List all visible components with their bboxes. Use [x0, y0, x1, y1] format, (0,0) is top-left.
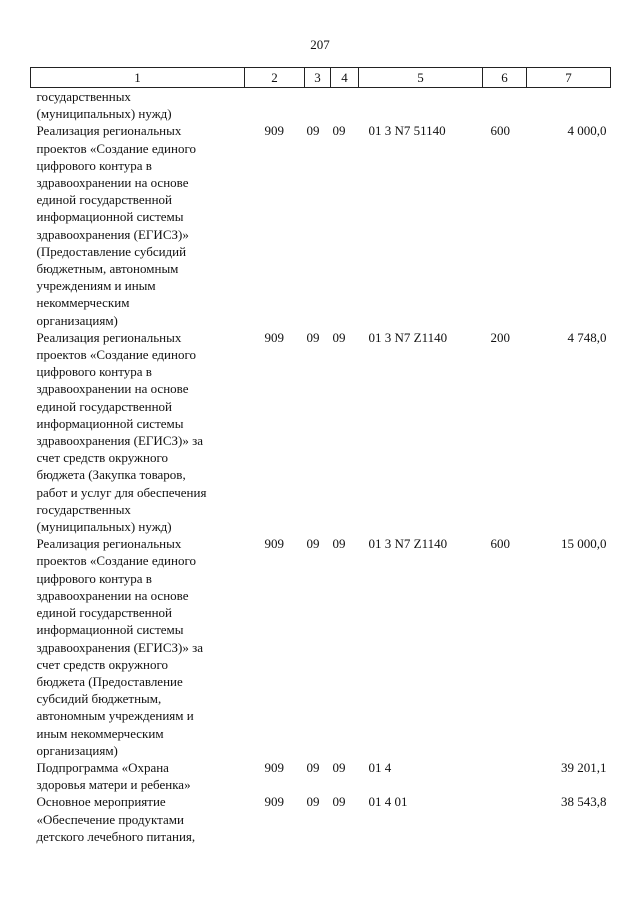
cell-subsection: 09: [332, 329, 346, 345]
description-line: проектов «Создание единого: [36, 553, 196, 569]
column-header-expense-type: 6: [483, 68, 527, 88]
description-line: информационной системы: [36, 622, 184, 638]
cell-subsection: 09: [332, 759, 346, 775]
cell-target-article: [359, 88, 483, 123]
description-line: Реализация региональных: [36, 536, 182, 552]
cell-target-article: 01 4 01: [368, 794, 408, 810]
cell-admin-code: 909: [264, 759, 284, 775]
description-line: некоммерческим: [36, 295, 130, 311]
description-line: проектов «Создание единого: [36, 347, 196, 363]
description-line: Реализация региональных: [36, 123, 182, 139]
cell-amount: 4 000,0: [567, 123, 607, 139]
table-row: [31, 535, 611, 759]
description-line: субсидий бюджетным,: [36, 691, 162, 707]
description-line: бюджета (Предоставление: [36, 673, 183, 689]
cell-amount: [527, 88, 611, 123]
description-line: учреждениям и иным: [36, 278, 156, 294]
cell-target-article: 01 3 N7 Z1140: [368, 536, 448, 552]
table-row: [31, 88, 611, 123]
cell-section: 09: [306, 794, 320, 810]
cell-admin-code: 909: [264, 536, 284, 552]
cell-amount: 38 543,8: [561, 794, 607, 810]
description-line: детского лечебного питания,: [36, 828, 196, 844]
description-line: единой государственной: [36, 605, 172, 621]
description-line: (муниципальных) нужд): [36, 106, 172, 122]
cell-amount: 15 000,0: [561, 536, 607, 552]
description-line: единой государственной: [36, 398, 172, 414]
description-line: (муниципальных) нужд): [36, 519, 172, 535]
description-line: иным некоммерческим: [36, 725, 164, 741]
cell-target-article: 01 3 N7 51140: [368, 123, 446, 139]
description-line: «Обеспечение продуктами: [36, 811, 184, 827]
description-line: бюджета (Закупка товаров,: [36, 467, 186, 483]
cell-expense-type: 600: [490, 536, 510, 552]
description-line: Основное мероприятие: [36, 794, 166, 810]
table-row: [31, 122, 611, 328]
description-line: информационной системы: [36, 209, 184, 225]
cell-section: [305, 88, 331, 123]
description-line: здоровья матери и ребенка»: [36, 777, 191, 793]
description-line: бюджетным, автономным: [36, 261, 179, 277]
description-line: цифрового контура в: [36, 364, 152, 380]
cell-expense-type: [483, 793, 527, 845]
cell-description: [31, 535, 245, 759]
cell-description: [31, 122, 245, 328]
table-row: [31, 759, 611, 793]
cell-admin-code: 909: [264, 329, 284, 345]
description-line: здравоохранении на основе: [36, 381, 189, 397]
cell-subsection: 09: [332, 536, 346, 552]
description-line: счет средств окружного: [36, 450, 168, 466]
cell-description: [31, 793, 245, 845]
description-line: автономным учреждениям и: [36, 708, 194, 724]
cell-amount: 4 748,0: [567, 329, 607, 345]
description-line: организациям): [36, 742, 118, 758]
cell-admin-code: 909: [264, 794, 284, 810]
description-line: Подпрограмма «Охрана: [36, 759, 169, 775]
cell-expense-type: [483, 88, 527, 123]
description-line: цифрового контура в: [36, 157, 152, 173]
table-body: [31, 88, 611, 845]
description-line: здравоохранения (ЕГИСЗ)»: [36, 226, 189, 242]
cell-target-article: 01 3 N7 Z1140: [368, 329, 448, 345]
description-line: государственных: [36, 501, 131, 517]
description-line: Реализация региональных: [36, 329, 182, 345]
column-header-amount: 7: [527, 68, 611, 88]
cell-section: 09: [306, 536, 320, 552]
budget-table: [30, 67, 611, 845]
table-row: [31, 793, 611, 845]
page-number: 207: [310, 37, 330, 52]
cell-subsection: [331, 88, 359, 123]
description-line: информационной системы: [36, 415, 184, 431]
description-line: проектов «Создание единого: [36, 140, 196, 156]
cell-description: [31, 759, 245, 793]
description-line: цифрового контура в: [36, 570, 152, 586]
description-line: работ и услуг для обеспечения: [36, 484, 207, 500]
table-header-row: [31, 68, 611, 88]
cell-target-article: 01 4: [368, 759, 392, 775]
cell-section: 09: [306, 123, 320, 139]
cell-amount: 39 201,1: [561, 759, 607, 775]
column-header-description: 1: [31, 68, 245, 88]
description-line: государственных: [36, 89, 131, 104]
cell-subsection: 09: [332, 123, 346, 139]
column-header-section: 3: [305, 68, 331, 88]
table-row: [31, 329, 611, 535]
cell-section: 09: [306, 329, 320, 345]
column-header-subsection: 4: [331, 68, 359, 88]
cell-section: 09: [306, 759, 320, 775]
column-header-admin: 2: [245, 68, 305, 88]
cell-admin-code: 909: [264, 123, 284, 139]
column-header-target: 5: [359, 68, 483, 88]
cell-expense-type: [483, 759, 527, 793]
cell-description: [31, 329, 245, 535]
cell-subsection: 09: [332, 794, 346, 810]
description-line: здравоохранения (ЕГИСЗ)» за: [36, 639, 203, 655]
cell-expense-type: 200: [490, 329, 510, 345]
description-line: счет средств окружного: [36, 656, 168, 672]
cell-admin-code: [245, 88, 305, 123]
description-line: здравоохранения (ЕГИСЗ)» за: [36, 433, 203, 449]
description-line: здравоохранении на основе: [36, 587, 189, 603]
cell-expense-type: 600: [490, 123, 510, 139]
description-line: единой государственной: [36, 192, 172, 208]
description-line: здравоохранении на основе: [36, 175, 189, 191]
cell-description: [31, 88, 245, 123]
description-line: организациям): [36, 312, 118, 328]
description-line: (Предоставление субсидий: [36, 243, 187, 259]
